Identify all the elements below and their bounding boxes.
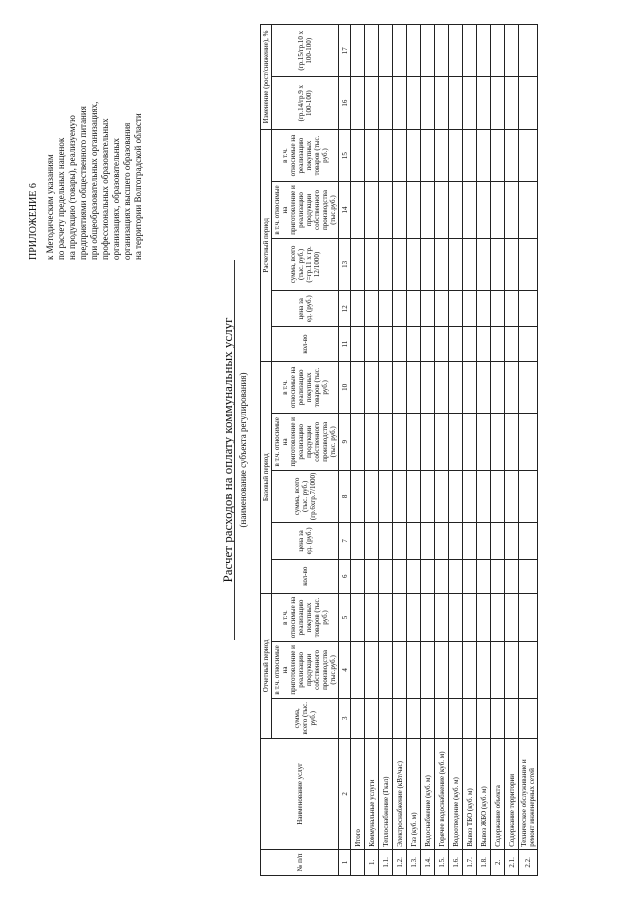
- table-cell: [351, 129, 365, 181]
- table-cell: [435, 129, 449, 181]
- annex-line: на территории Волгоградской области: [133, 113, 143, 260]
- report-period-header: Отчетный период: [261, 593, 272, 738]
- table-cell: [435, 698, 449, 738]
- table-row: [463, 25, 477, 876]
- table-row: [519, 25, 538, 876]
- table-cell: [477, 414, 491, 470]
- table-row: [365, 25, 379, 876]
- table-cell: [351, 25, 365, 77]
- table-cell: [365, 698, 379, 738]
- table-row: [379, 25, 393, 876]
- table-cell: [505, 238, 519, 290]
- table-cell: [407, 77, 421, 129]
- table-cell: [393, 182, 407, 238]
- table-cell: [491, 470, 505, 523]
- column-number: 13: [339, 238, 351, 290]
- table-cell: [491, 698, 505, 738]
- table-cell: [393, 593, 407, 641]
- table-row: [393, 25, 407, 876]
- table-cell: [407, 25, 421, 77]
- table-cell: [393, 25, 407, 77]
- table-cell: [365, 77, 379, 129]
- table-cell: [477, 327, 491, 361]
- table-cell: [435, 327, 449, 361]
- table-cell: [421, 361, 435, 413]
- table-cell: [505, 559, 519, 593]
- table-cell: [421, 698, 435, 738]
- table-cell: [351, 77, 365, 129]
- table-cell: [421, 327, 435, 361]
- table-cell: [435, 470, 449, 523]
- table-cell: [505, 470, 519, 523]
- table-cell: [351, 559, 365, 593]
- table-cell: [477, 182, 491, 238]
- table-cell: [491, 361, 505, 413]
- column-number: 6: [339, 559, 351, 593]
- table-cell: [477, 470, 491, 523]
- table-cell: [505, 25, 519, 77]
- table-cell: [477, 698, 491, 738]
- table-cell: [519, 698, 538, 738]
- table-cell: [421, 642, 435, 698]
- table-cell: [491, 238, 505, 290]
- row-number: 1.2.: [393, 849, 407, 875]
- row-number: 1.5.: [435, 849, 449, 875]
- table-cell: [505, 129, 519, 181]
- table-cell: [351, 642, 365, 698]
- table-cell: [505, 698, 519, 738]
- table-cell: [351, 414, 365, 470]
- sum-calc: сумма, всего (тыс. руб.) (=гр.11 x гр. 12/1000): [272, 238, 339, 290]
- table-cell: [351, 470, 365, 523]
- table-cell: [491, 414, 505, 470]
- table-cell: [379, 77, 393, 129]
- column-number: 15: [339, 129, 351, 181]
- row-number: 1.: [365, 849, 379, 875]
- table-cell: [407, 291, 421, 327]
- change-header: Изменение (рост/снижение), %: [261, 25, 272, 130]
- table-row: [435, 25, 449, 876]
- table-cell: [421, 559, 435, 593]
- annex-title: ПРИЛОЖЕНИЕ 6: [28, 183, 39, 260]
- incl-goods-report: в т.ч. относимые на реализацию покупных товаров (тыс. руб.): [272, 593, 339, 641]
- document-subtitle: (наименование субъекта регулирования): [238, 372, 248, 528]
- table-cell: [379, 238, 393, 290]
- table-cell: [393, 470, 407, 523]
- table-cell: [421, 25, 435, 77]
- table-cell: [379, 291, 393, 327]
- calc-period-header: Расчетный период: [261, 129, 272, 361]
- table-cell: [449, 642, 463, 698]
- column-number: 9: [339, 414, 351, 470]
- table-cell: [407, 361, 421, 413]
- table-cell: [519, 559, 538, 593]
- table-cell: [407, 593, 421, 641]
- incl-prod-report: в т.ч. относимые на приготовление и реализацию продукции собственного производства (тыс.руб.): [272, 642, 339, 698]
- table-cell: [477, 129, 491, 181]
- table-cell: [449, 523, 463, 559]
- table-row: [477, 25, 491, 876]
- table-cell: [393, 559, 407, 593]
- table-cell: [519, 470, 538, 523]
- sum-base: сумма, всего (тыс. руб.) (гр.6хгр.7/1000): [272, 470, 339, 523]
- column-number: 1: [339, 849, 351, 875]
- table-cell: [407, 523, 421, 559]
- table-cell: [379, 414, 393, 470]
- table-cell: [365, 414, 379, 470]
- table-cell: [477, 559, 491, 593]
- table-cell: [491, 25, 505, 77]
- table-cell: [435, 414, 449, 470]
- table-cell: [491, 291, 505, 327]
- table-cell: [435, 25, 449, 77]
- table-cell: [435, 77, 449, 129]
- table-cell: [463, 523, 477, 559]
- table-cell: [491, 642, 505, 698]
- table-cell: [463, 642, 477, 698]
- table-cell: [449, 291, 463, 327]
- table-cell: [435, 593, 449, 641]
- table-cell: [505, 291, 519, 327]
- table-cell: [519, 291, 538, 327]
- table-cell: [421, 470, 435, 523]
- table-cell: [463, 361, 477, 413]
- table-cell: [491, 559, 505, 593]
- row-service-name: Итого: [351, 738, 365, 849]
- table-cell: [379, 593, 393, 641]
- table-cell: [379, 698, 393, 738]
- table-cell: [379, 129, 393, 181]
- row-number: 1.6.: [449, 849, 463, 875]
- table-cell: [491, 523, 505, 559]
- utilities-table: [260, 24, 538, 876]
- table-cell: [519, 523, 538, 559]
- table-cell: [435, 291, 449, 327]
- table-cell: [477, 642, 491, 698]
- table-cell: [365, 642, 379, 698]
- table-cell: [449, 559, 463, 593]
- table-cell: [351, 291, 365, 327]
- table-cell: [463, 129, 477, 181]
- row-number: 2.1.: [505, 849, 519, 875]
- table-cell: [505, 642, 519, 698]
- table-cell: [365, 291, 379, 327]
- table-cell: [351, 361, 365, 413]
- table-cell: [463, 414, 477, 470]
- table-cell: [407, 414, 421, 470]
- table-cell: [491, 182, 505, 238]
- table-cell: [435, 642, 449, 698]
- table-cell: [477, 238, 491, 290]
- table-cell: [365, 470, 379, 523]
- column-number: 14: [339, 182, 351, 238]
- table-cell: [351, 182, 365, 238]
- table-cell: [491, 77, 505, 129]
- table-cell: [407, 129, 421, 181]
- row-number: 2.: [491, 849, 505, 875]
- incl-goods-calc: в т.ч. относимые на реализацию покупных товаров (тыс. руб.): [272, 129, 339, 181]
- document-title: Расчет расходов на оплату коммунальных услуг: [220, 317, 235, 583]
- table-cell: [477, 523, 491, 559]
- table-cell: [379, 361, 393, 413]
- row-number: 1.8.: [477, 849, 491, 875]
- row-service-name: Техническое обслуживание и ремонт инженерных сетей: [519, 738, 538, 849]
- table-cell: [393, 414, 407, 470]
- table-cell: [519, 238, 538, 290]
- table-cell: [449, 361, 463, 413]
- table-cell: [351, 238, 365, 290]
- column-number: 7: [339, 523, 351, 559]
- row-service-name: Электроснабжение (кВт/час): [393, 738, 407, 849]
- table-cell: [393, 361, 407, 413]
- table-cell: [449, 327, 463, 361]
- table-cell: [449, 129, 463, 181]
- table-cell: [477, 77, 491, 129]
- table-cell: [491, 327, 505, 361]
- table-cell: [421, 414, 435, 470]
- table-cell: [449, 182, 463, 238]
- table-cell: [407, 238, 421, 290]
- incl-prod-calc: в т.ч. относимые на приготовление и реализацию продукции собственного производства (тыс.руб.): [272, 182, 339, 238]
- table-cell: [393, 698, 407, 738]
- row-service-name: Водоотведение (куб. м): [449, 738, 463, 849]
- table-cell: [519, 593, 538, 641]
- annex-line: профессиональных образовательных: [100, 118, 110, 260]
- table-cell: [393, 77, 407, 129]
- table-cell: [505, 593, 519, 641]
- row-service-name: Теплоснабжение (Гкал): [379, 738, 393, 849]
- row-number: [351, 849, 365, 875]
- table-cell: [393, 523, 407, 559]
- column-number: 11: [339, 327, 351, 361]
- table-cell: [407, 327, 421, 361]
- annex-line: предприятиями общественного питания: [78, 106, 88, 260]
- table-cell: [365, 182, 379, 238]
- table-cell: [351, 327, 365, 361]
- table-cell: [365, 523, 379, 559]
- column-number: 5: [339, 593, 351, 641]
- table-cell: [421, 182, 435, 238]
- column-number: 4: [339, 642, 351, 698]
- annex-line: к Методическим указаниям: [45, 154, 55, 260]
- table-cell: [463, 238, 477, 290]
- table-cell: [449, 470, 463, 523]
- table-cell: [407, 642, 421, 698]
- table-cell: [435, 559, 449, 593]
- table-cell: [421, 238, 435, 290]
- price-calc: цена за ед. (руб.): [272, 291, 339, 327]
- table-cell: [365, 238, 379, 290]
- table-cell: [393, 291, 407, 327]
- table-cell: [463, 77, 477, 129]
- table-cell: [463, 698, 477, 738]
- table-cell: [477, 593, 491, 641]
- row-number: 2.2.: [519, 849, 538, 875]
- annex-line: по расчету предельных наценок: [56, 137, 66, 260]
- table-cell: [505, 77, 519, 129]
- table-cell: [477, 361, 491, 413]
- incl-prod-base: в т.ч. относимые на приготовление и реализацию продукции собственного производства (тыс. руб.): [272, 414, 339, 470]
- base-period-header: Базовый период: [261, 361, 272, 593]
- table-cell: [351, 698, 365, 738]
- table-cell: [421, 593, 435, 641]
- qty-calc: кол-во: [272, 327, 339, 361]
- table-cell: [435, 182, 449, 238]
- table-cell: [407, 698, 421, 738]
- table-cell: [505, 327, 519, 361]
- table-row: [449, 25, 463, 876]
- annex-block: [28, 40, 144, 260]
- table-cell: [407, 470, 421, 523]
- table-cell: [379, 327, 393, 361]
- table-row: [351, 25, 365, 876]
- table-cell: [421, 523, 435, 559]
- table-cell: [365, 327, 379, 361]
- row-service-name: Содержание объекта: [491, 738, 505, 849]
- row-service-name: Горячее водоснабжение (куб. м): [435, 738, 449, 849]
- annex-line: организациях, образовательных: [111, 138, 121, 260]
- table-cell: [449, 593, 463, 641]
- table-cell: [365, 361, 379, 413]
- table-cell: [519, 414, 538, 470]
- sum-report: сумма, всего (тыс. руб.): [272, 698, 339, 738]
- table-cell: [519, 642, 538, 698]
- table-cell: [463, 559, 477, 593]
- table-cell: [491, 129, 505, 181]
- row-number: 1.4.: [421, 849, 435, 875]
- table-cell: [449, 77, 463, 129]
- table-cell: [379, 559, 393, 593]
- table-cell: [519, 182, 538, 238]
- table-cell: [393, 642, 407, 698]
- col-num-header: № п/п: [261, 849, 339, 875]
- row-service-name: Вывоз ЖБО (куб. м): [477, 738, 491, 849]
- table-row: [407, 25, 421, 876]
- row-number: 1.1.: [379, 849, 393, 875]
- column-number: 10: [339, 361, 351, 413]
- table-cell: [421, 129, 435, 181]
- row-service-name: Вывоз ТБО (куб. м): [463, 738, 477, 849]
- row-service-name: Коммунальные услуги: [365, 738, 379, 849]
- annex-line: при общеобразовательных организациях,: [89, 101, 99, 260]
- rotated-page: [20, 20, 620, 880]
- table-cell: [407, 182, 421, 238]
- table-cell: [435, 238, 449, 290]
- table-cell: [379, 470, 393, 523]
- column-number-row: [339, 25, 351, 876]
- annex-line: на продукцию (товары), реализуемую: [67, 115, 77, 260]
- row-number: 1.3.: [407, 849, 421, 875]
- table-cell: [449, 25, 463, 77]
- table-cell: [519, 129, 538, 181]
- table-cell: [365, 129, 379, 181]
- table-cell: [505, 361, 519, 413]
- qty-base: кол-во: [272, 559, 339, 593]
- change-col-1: (гр.14/гр.9 x 100-100): [272, 77, 339, 129]
- table-cell: [519, 327, 538, 361]
- table-row: [505, 25, 519, 876]
- table-cell: [463, 593, 477, 641]
- row-service-name: Водоснабжение (куб. м): [421, 738, 435, 849]
- underline: [234, 260, 235, 640]
- table-cell: [435, 523, 449, 559]
- table-cell: [491, 593, 505, 641]
- table-cell: [477, 25, 491, 77]
- table-cell: [463, 470, 477, 523]
- table-cell: [351, 593, 365, 641]
- table-cell: [435, 361, 449, 413]
- annex-line: организациях высшего образования: [122, 122, 132, 260]
- column-number: 12: [339, 291, 351, 327]
- row-number: 1.7.: [463, 849, 477, 875]
- col-name-header: Наименование услуг: [261, 738, 339, 849]
- table-cell: [365, 593, 379, 641]
- price-base: цена за ед. (руб.): [272, 523, 339, 559]
- table-cell: [421, 291, 435, 327]
- table-cell: [505, 414, 519, 470]
- table-cell: [449, 698, 463, 738]
- column-number: 16: [339, 77, 351, 129]
- table-cell: [519, 77, 538, 129]
- table-row: [421, 25, 435, 876]
- table-cell: [379, 182, 393, 238]
- table-cell: [463, 291, 477, 327]
- incl-goods-base: в т.ч. относимые на реализацию покупных товаров (тыс. руб.): [272, 361, 339, 413]
- table-cell: [463, 327, 477, 361]
- table-cell: [379, 642, 393, 698]
- row-service-name: Содержание территории: [505, 738, 519, 849]
- table-cell: [463, 25, 477, 77]
- table-cell: [477, 291, 491, 327]
- table-cell: [449, 238, 463, 290]
- column-number: 17: [339, 25, 351, 77]
- table-cell: [379, 25, 393, 77]
- table-cell: [519, 361, 538, 413]
- table-cell: [449, 414, 463, 470]
- table-cell: [365, 559, 379, 593]
- table-cell: [393, 129, 407, 181]
- table-row: [491, 25, 505, 876]
- table-cell: [393, 327, 407, 361]
- table-cell: [351, 523, 365, 559]
- row-service-name: Газ (куб. м): [407, 738, 421, 849]
- table-cell: [519, 25, 538, 77]
- change-col-2: (гр.15/гр.10 x 100-100): [272, 25, 339, 77]
- column-number: 2: [339, 738, 351, 849]
- table-cell: [505, 182, 519, 238]
- header-row-1: [261, 25, 272, 876]
- table-cell: [463, 182, 477, 238]
- table-cell: [393, 238, 407, 290]
- table-cell: [365, 25, 379, 77]
- table-cell: [421, 77, 435, 129]
- column-number: 8: [339, 470, 351, 523]
- table-cell: [379, 523, 393, 559]
- column-number: 3: [339, 698, 351, 738]
- table-cell: [505, 523, 519, 559]
- table-cell: [407, 559, 421, 593]
